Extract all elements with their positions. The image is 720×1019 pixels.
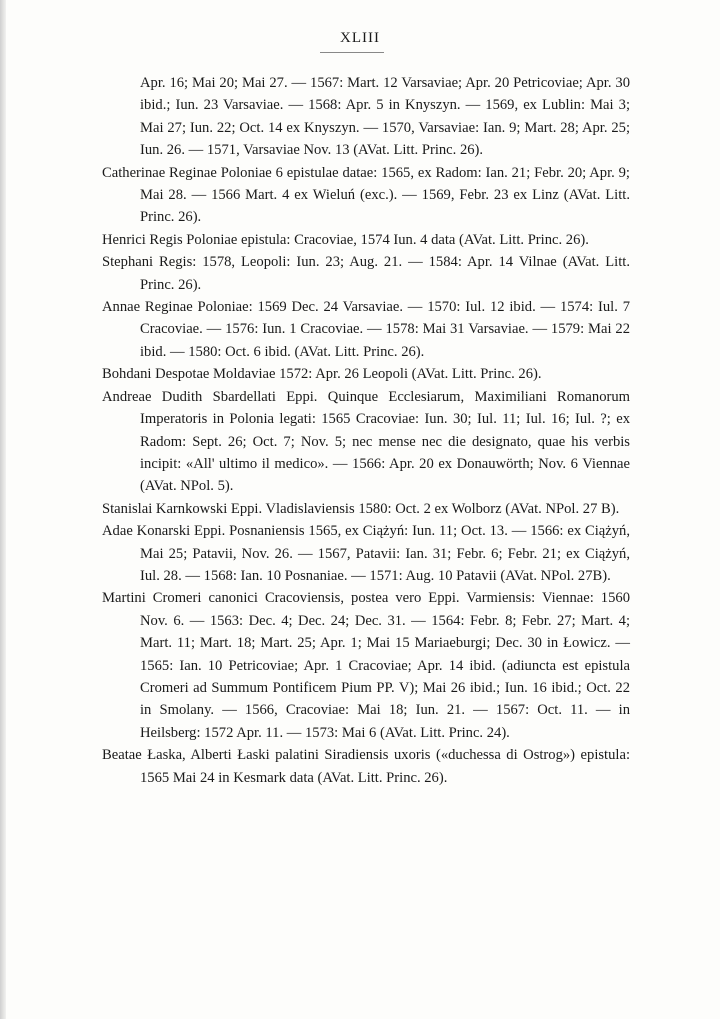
entry-stephani: Stephani Regis: 1578, Leopoli: Iun. 23; Aug. 21. — 1584: Apr. 14 Vilnae (AVat. Litt. Princ. 26). <box>102 254 630 293</box>
entry-stanislai-karnkowski: Stanislai Karnkowski Eppi. Vladislaviensis 1580: Oct. 2 ex Wolborz (AVat. NPol. 27 B). <box>102 500 620 517</box>
entry-annae: Annae Reginae Poloniae: 1569 Dec. 24 Varsaviae. — 1570: Iul. 12 ibid. — 1574: Iul. 7 Cracoviae. — 1576: Iun. 1 Cracoviae. — 1578: Mai 31 Varsaviae. — 1579: Mai 22 ibid. — 1580: Oct. 6 ibid. (AVat. Litt. Princ. 26). <box>102 299 630 360</box>
header-rule <box>320 52 384 53</box>
page-number: XLIII <box>340 30 380 46</box>
entry-continued: Apr. 16; Mai 20; Mai 27. — 1567: Mart. 12 Varsaviae; Apr. 20 Petricoviae; Apr. 30 ibid.; Iun. 23 Varsaviae. — 1568: Apr. 5 in Knyszyn. — 1569, ex Lublin: Mai 3; Mai 27; Iun. 22; Oct. 14 ex Knyszyn. — 1570, Varsaviae: Ian. 9; Mart. 28; Apr. 25; Iun. 26. — 1571, Varsaviae Nov. 13 (AVat. Litt. Princ. 26). <box>140 75 630 159</box>
entry-catherinae: Catherinae Reginae Poloniae 6 epistulae datae: 1565, ex Radom: Ian. 21; Febr. 20; Apr. 9; Mai 28. — 1566 Mart. 4 ex Wieluń (exc.). — 1569, Febr. 23 ex Linz (AVat. Litt. Princ. 26). <box>102 164 630 226</box>
entry-andreae-dudith: Andreae Dudith Sbardellati Eppi. Quinque Ecclesiarum, Maximiliani Romanorum Imperatoris in Polonia legati: 1565 Cracoviae: Iun. 30; Iul. 11; Iul. 16; Iul. ?; ex Radom: Sept. 26; Oct. 7; Nov. 5; nec mense nec die designato, quae his verbis incipit: «All' ultimo il medico». — 1566: Apr. 20 ex Donauwörth; Nov. 6 Viennae (AVat. NPol. 5). <box>102 388 630 495</box>
entry-henrici: Henrici Regis Poloniae epistula: Cracoviae, 1574 Iun. 4 data (AVat. Litt. Princ. 26). <box>102 231 589 248</box>
entry-beatae-laska: Beatae Łaska, Alberti Łaski palatini Siradiensis uxoris («duchessa di Ostrog») epistula: 1565 Mai 24 in Kesmark data (AVat. Litt. Princ. 26). <box>102 747 630 786</box>
binding-edge <box>0 0 6 1019</box>
entry-bohdani: Bohdani Despotae Moldaviae 1572: Apr. 26 Leopoli (AVat. Litt. Princ. 26). <box>102 366 542 383</box>
entry-martini-cromeri: Martini Cromeri canonici Cracoviensis, postea vero Eppi. Varmiensis: Viennae: 1560 Nov. 6. — 1563: Dec. 4; Dec. 24; Dec. 31. — 1564: Febr. 8; Febr. 27; Mart. 4; Mart. 11; Mart. 18; Mart. 25; Apr. 1; Mai 15 Mariaeburgi; Dec. 30 in Łowicz. — 1565: Ian. 10 Petricoviae; Apr. 1 Cracoviae; Apr. 14 ibid. (adiuncta est epistula Cromeri ad Summum Pontificem Pium PP. V); Mai 26 ibid.; Iun. 16 ibid.; Oct. 22 in Smolany. — 1566, Cracoviae: Mai 18; Iun. 21. — 1567: Oct. 11. — in Heilsberg: 1572 Apr. 11. — 1573: Mai 6 (AVat. Litt. Princ. 24). <box>102 590 630 741</box>
entry-adae-konarski: Adae Konarski Eppi. Posnaniensis 1565, ex Ciążyń: Iun. 11; Oct. 13. — 1566: ex Ciążyń, Mai 25; Patavii, Nov. 26. — 1567, Patavii: Ian. 31; Febr. 6; Febr. 21; ex Ciążyń, Iul. 28. — 1568: Ian. 10 Posnaniae. — 1571: Aug. 10 Patavii (AVat. NPol. 27B). <box>102 523 630 584</box>
entry-list <box>102 72 630 789</box>
